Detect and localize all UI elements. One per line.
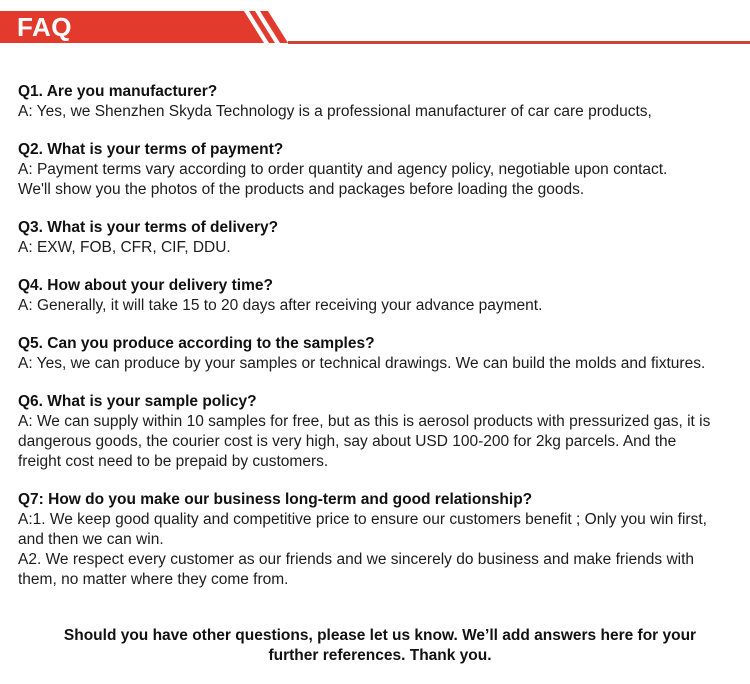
- answer-text: and then we can win.: [18, 531, 164, 548]
- faq-content: [0, 55, 750, 666]
- answer-text: A: We can supply within 10 samples for free, but as this is aerosol products with pressurized gas, it is: [18, 413, 711, 430]
- question-text: Q5. Can you produce according to the samples?: [18, 335, 375, 352]
- header-underline: [288, 41, 750, 44]
- faq-item-q1: [18, 82, 742, 122]
- page-header: [0, 0, 750, 55]
- page-title: FAQ: [17, 11, 72, 42]
- faq-item-q4: [18, 276, 742, 316]
- answer-text: them, no matter where they come from.: [18, 571, 289, 588]
- faq-item-q6: [18, 392, 742, 472]
- faq-item-q3: [18, 218, 742, 258]
- answer-text: dangerous goods, the courier cost is very high, say about USD 100-200 for 2kg parcels. And the: [18, 433, 677, 450]
- answer-text: A: Payment terms vary according to order quantity and agency policy, negotiable upon contact.: [18, 161, 668, 178]
- footer-line: further references. Thank you.: [268, 647, 492, 664]
- question-text: Q3. What is your terms of delivery?: [18, 219, 279, 236]
- answer-text: freight cost need to be prepaid by customers.: [18, 453, 329, 470]
- question-text: Q2. What is your terms of payment?: [18, 141, 284, 158]
- answer-text: A: Yes, we can produce by your samples or technical drawings. We can build the molds and fixtures.: [18, 355, 706, 372]
- question-text: Q7: How do you make our business long-term and good relationship?: [18, 491, 533, 508]
- faq-item-q5: [18, 334, 742, 374]
- answer-text: A2. We respect every customer as our friends and we sincerely do business and make friends with: [18, 551, 695, 568]
- answer-text: A:1. We keep good quality and competitive price to ensure our customers benefit ; Only you win first,: [18, 511, 707, 528]
- footer-line: Should you have other questions, please let us know. We’ll add answers here for your: [63, 627, 697, 644]
- faq-item-q7: [18, 490, 742, 590]
- answer-text: We'll show you the photos of the products and packages before loading the goods.: [18, 181, 585, 198]
- footer-note: [18, 626, 742, 666]
- question-text: Q1. Are you manufacturer?: [18, 83, 218, 100]
- question-text: Q4. How about your delivery time?: [18, 277, 273, 294]
- answer-text: A: Yes, we Shenzhen Skyda Technology is a professional manufacturer of car care products,: [18, 103, 652, 120]
- faq-item-q2: [18, 140, 742, 200]
- question-text: Q6. What is your sample policy?: [18, 393, 257, 410]
- answer-text: A: Generally, it will take 15 to 20 days after receiving your advance payment.: [18, 297, 543, 314]
- answer-text: A: EXW, FOB, CFR, CIF, DDU.: [18, 239, 231, 256]
